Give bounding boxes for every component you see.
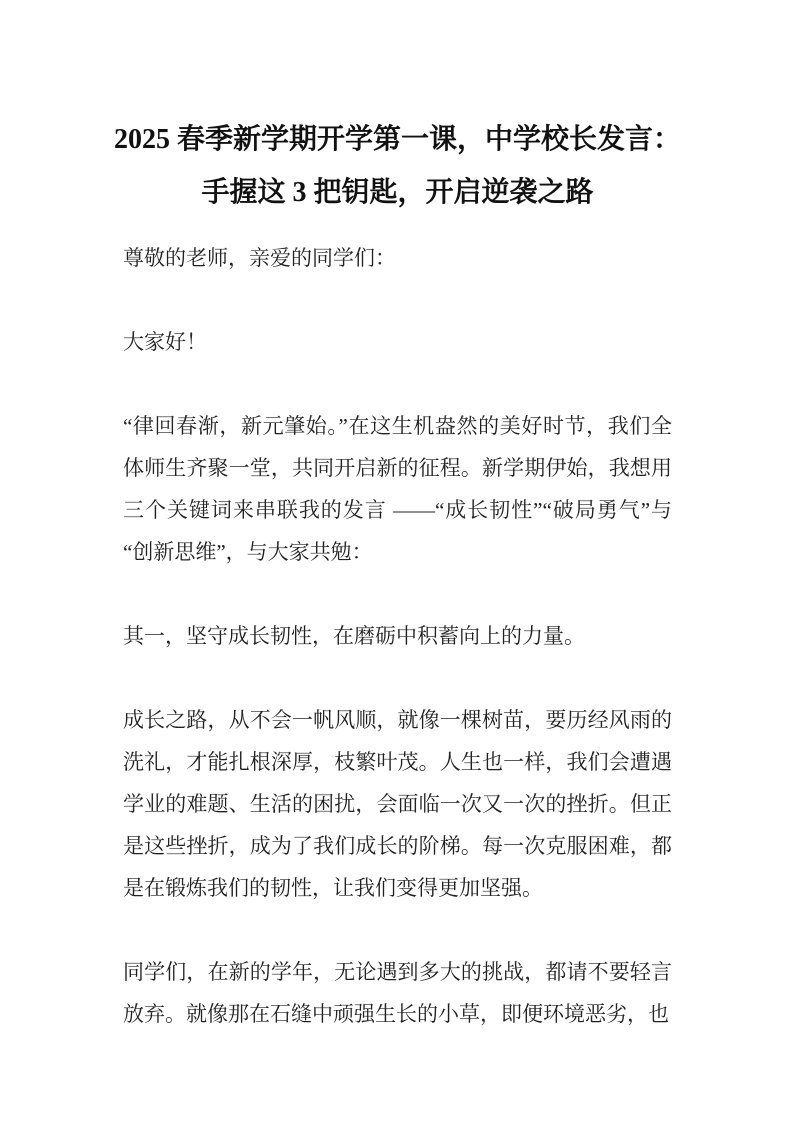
document-title [93, 113, 702, 219]
paragraph-growth-resilience: 成长之路，从不会一帆风顺，就像一棵树苗，要历经风雨的洗礼，才能扎根深厚，枝繁叶茂。人生也一样，我们会遭遇学业的难题、生活的困扰，会面临一次又一次的挫折。但正是这些挫折，成为了我们成长的阶梯。每一次克服困难，都是在锻炼我们的韧性，让我们变得更加坚强。 [123, 708, 672, 900]
paragraph-salutation: 尊敬的老师，亲爱的同学们： [123, 246, 396, 270]
paragraph-opening: “律回春渐，新元肇始。”在这生机盎然的美好时节，我们全体师生齐聚一堂，共同开启新的征程。新学期伊始，我想用三个关键词来串联我的发言 ——“成长韧性”“破局勇气”与 “创新思维”，与大家共勉： [123, 414, 672, 564]
paragraph-point-one-heading: 其一，坚守成长韧性，在磨砺中积蓄向上的力量。 [123, 624, 585, 648]
paragraph-greeting: 大家好！ [123, 330, 207, 354]
document-title-line-1: 2025 春季新学期开学第一课，中学校长发言： [113, 124, 681, 155]
paragraph-encouragement: 同学们，在新的学年，无论遇到多大的挑战，都请不要轻言放弃。就像那在石缝中顽强生长的小草，即便环境恶劣，也 [123, 960, 672, 1026]
document-title-line-2: 手握这 3 把钥匙，开启逆袭之路 [201, 177, 594, 208]
